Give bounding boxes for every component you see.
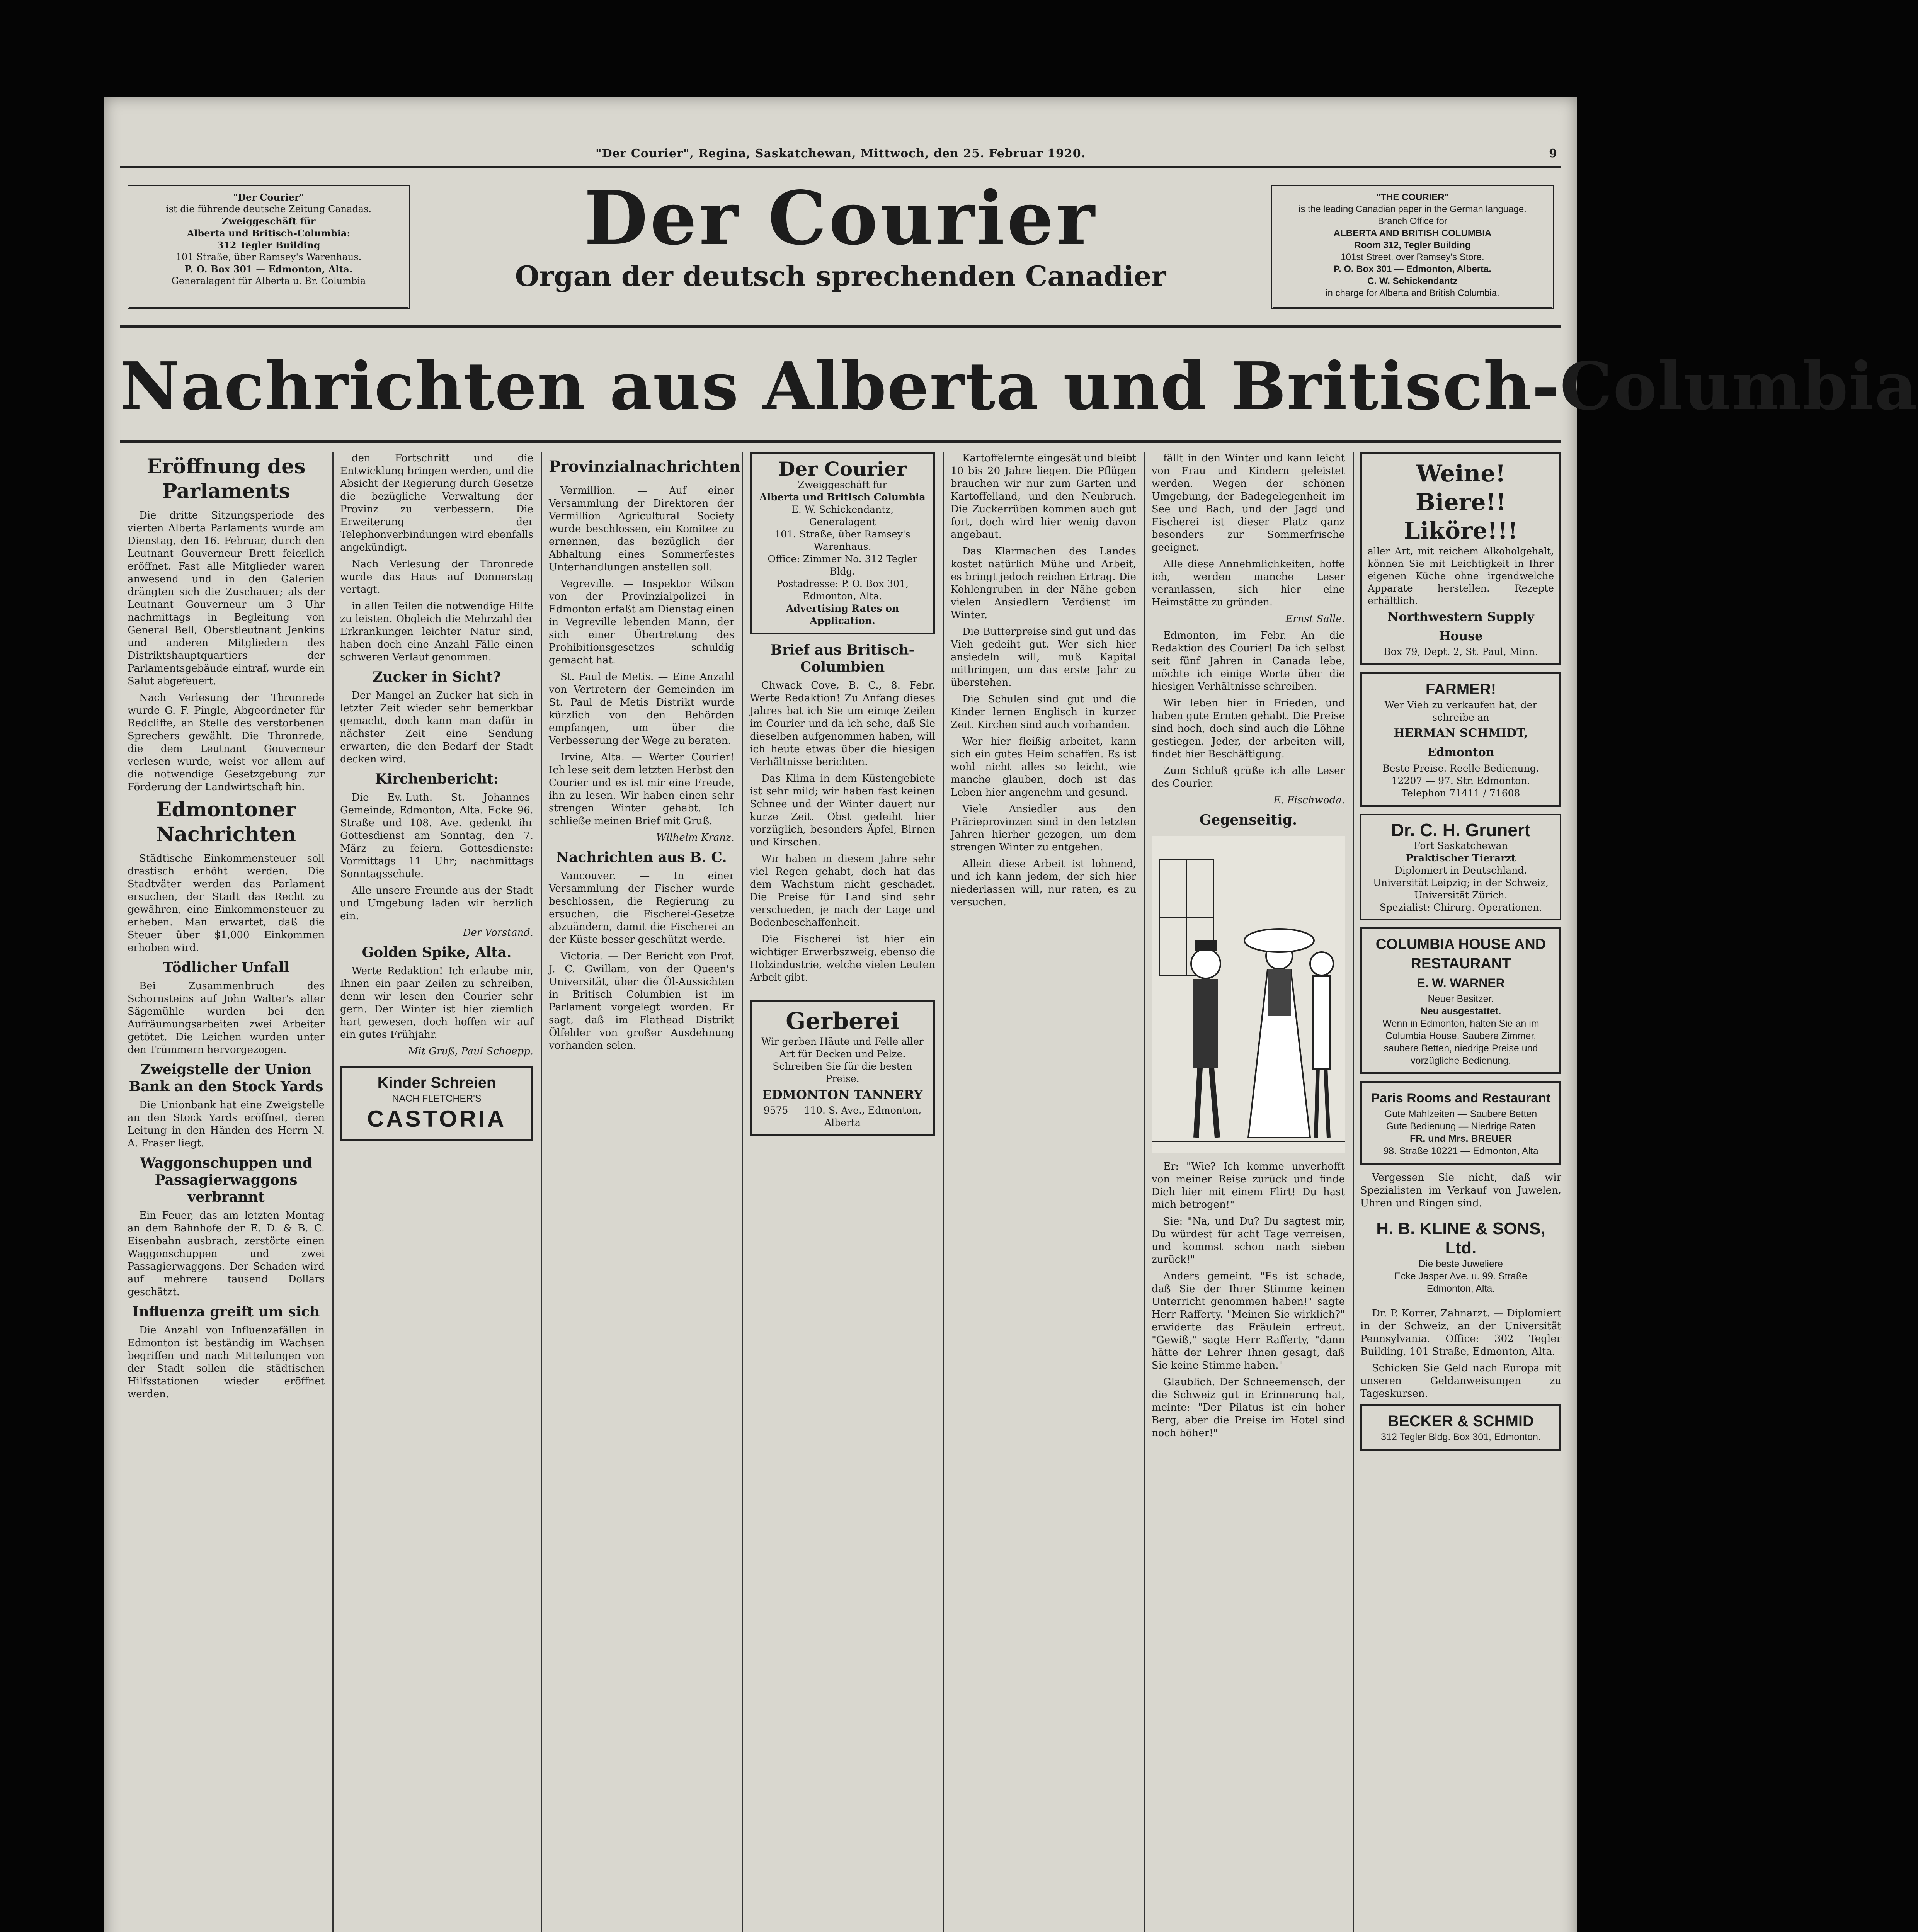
column-rule [541, 452, 542, 1932]
headline: Eröffnung des Parlaments [146, 455, 306, 503]
ad-line: 312 Tegler Bldg. Box 301, Edmonton. [1381, 1432, 1541, 1442]
ad-line: Kinder Schreien [377, 1074, 496, 1091]
paragraph: Edmonton, im Febr. An die Redaktion des Courier! Da ich selbst seit fünf Jahren in Canada lebe, möchte ich einige Worte über die hiesigen Verhältnisse schreiben. [1152, 630, 1345, 692]
paris-rooms-ad [1360, 1081, 1561, 1165]
ad-line: CASTORIA [367, 1106, 507, 1132]
column-rule [1144, 452, 1145, 1932]
headline: Edmontoner Nachrichten [156, 798, 296, 846]
right-ear-line: Branch Office for [1378, 216, 1447, 226]
left-ear-line: Alberta und Britisch-Columbia: [187, 228, 351, 239]
signature: Der Vorstand. [463, 927, 533, 939]
column-rule [943, 452, 944, 1932]
right-ear-line: P. O. Box 301 — Edmonton, Alberta. [1333, 264, 1492, 274]
left-ear-line: "Der Courier" [233, 192, 305, 203]
ad-line: Neuer Besitzer. [1428, 993, 1494, 1004]
right-ear-line: "THE COURIER" [1376, 192, 1449, 202]
paragraph: Zum Schluß grüße ich alle Leser des Courier. [1152, 765, 1345, 789]
ad-name: HERMAN SCHMIDT, Edmonton [1394, 726, 1528, 759]
ad-text: Wenn in Edmonton, halten Sie an im Columbia House. Saubere Zimmer, saubere Betten, niedrige Preise und vorzügliche Bedienung. [1382, 1018, 1539, 1066]
ad-line: Weine! [1416, 460, 1506, 487]
banner-rule [120, 440, 1561, 443]
paragraph: Der Mangel an Zucker hat sich in letzter Zeit wieder sehr bemerkbar gemacht, doch kann man dafür in nächster Zeit eine Sendung erwarten, die den Bedarf der Stadt decken wird. [340, 690, 533, 765]
paragraph: Schicken Sie Geld nach Europa mit unseren Geldanweisungen zu Tageskursen. [1360, 1362, 1561, 1400]
box-line: Office: Zimmer No. 312 Tegler Bldg. [768, 553, 917, 577]
ad-line: Box 79, Dept. 2, St. Paul, Minn. [1384, 646, 1538, 657]
right-ear-line: ALBERTA AND BRITISH COLUMBIA [1333, 228, 1492, 238]
paragraph: Viele Ansiedler aus den Prärieprovinzen sind in den letzten Jahren hierher gezogen, um dem strengen Winter zu entgehen. [951, 803, 1136, 853]
ad-line: Beste Preise. Reelle Bedienung. [1382, 763, 1539, 774]
farmer-ad [1360, 672, 1561, 807]
left-ear-line: P. O. Box 301 — Edmonton, Alta. [184, 264, 353, 275]
paragraph: Nach Verlesung der Thronrede wurde G. F. Pingle, Abgeordneter für Redcliffe, an Stelle des verstorbenen Sprechers gewählt. Die Thronrede, die dem Leutnant Gouverneur verlesen wurde, weist vor allem auf die notwendige Gesetzgebung zur Förderung der Landwirtschaft hin. [128, 692, 325, 793]
cartoon-caption: Sie: "Na, und Du? Du sagtest mir, Du würdest für acht Tage verreisen, und kommst schon nach sieben zurück!" [1152, 1216, 1345, 1265]
box-line: Zweiggeschäft für [798, 479, 887, 490]
paragraph: Alle unsere Freunde aus der Stadt und Umgebung laden wir herzlich ein. [340, 885, 533, 922]
headline: Provinzialnachrichten [549, 457, 740, 476]
ad-line: Die beste Juweliere [1418, 1259, 1503, 1269]
ad-name: FR. und Mrs. BREUER [1410, 1133, 1512, 1144]
paragraph: Vergessen Sie nicht, daß wir Spezialisten im Verkauf von Juwelen, Uhren und Ringen sind. [1360, 1172, 1561, 1209]
ad-title: H. B. KLINE & SONS, Ltd. [1376, 1219, 1545, 1257]
becker-schmid-ad [1360, 1404, 1561, 1451]
left-ear-box [128, 185, 410, 309]
subheadline: Influenza greift um sich [132, 1304, 320, 1320]
paragraph: Wer hier fleißig arbeitet, kann sich ein gutes Heim schaffen. Es ist wohl nicht alles so leicht, wie manche glauben, doch ist das Leben hier angenehm und gesund. [951, 736, 1136, 798]
ad-name: E. W. WARNER [1417, 976, 1505, 990]
paragraph: Glaublich. Der Schneemensch, der die Schweiz gut in Erinnerung hat, meinte: "Der Pilatus ist ein hoher Berg, aber die Preise im Hotel sind noch höher!" [1152, 1376, 1345, 1439]
subheadline: Waggonschuppen und Passagierwaggons verbrannt [140, 1155, 312, 1205]
column-1 [128, 452, 325, 1932]
columbia-house-ad [1360, 927, 1561, 1074]
paragraph: Bei Zusammenbruch des Schornsteins auf John Walter's alter Sägemühle wurden bei den Aufräumungsarbeiten zwei Arbeiter getötet. Die Leichen wurden unter den Trümmern hervorgezogen. [128, 980, 325, 1056]
ad-text: aller Art, mit reichem Alkoholgehalt, können Sie mit Leichtigkeit in Ihrer eigenen Küche ohne irgendwelche Apparate herstellen. Rezepte erhältlich. [1368, 546, 1554, 606]
paragraph: Vermillion. — Auf einer Versammlung der Direktoren der Vermillion Agricultural Society wurde beschlossen, ein Komitee zu ernennen, das bezüglich der Abhaltung eines Sommerfestes Unterhandlungen anstellen soll. [549, 485, 734, 573]
subheadline: Golden Spike, Alta. [362, 944, 512, 961]
courier-office-box [750, 452, 935, 634]
right-ear-line: in charge for Alberta and British Columbia. [1326, 288, 1499, 298]
paragraph: Die Fischerei ist hier ein wichtiger Erwerbszweig, ebenso die Holzindustrie, welche vielen Leuten Arbeit gibt. [750, 934, 935, 983]
left-ear-line: Zweiggeschäft für [221, 216, 316, 227]
running-head [120, 147, 1561, 162]
signature: Wilhelm Kranz. [656, 832, 734, 844]
right-ear-line: Room 312, Tegler Building [1354, 240, 1471, 250]
right-ear-line: 101st Street, over Ramsey's Store. [1341, 252, 1484, 262]
ad-line: Fort Saskatchewan [1414, 840, 1508, 851]
paragraph: Vegreville. — Inspektor Wilson von der Provinzialpolizei in Edmonton erfaßt am Dienstag einen in Vegreville lebenden Mann, der sich einer Übertretung des Prohibitionsgesetzes schuldig gemacht hat. [549, 578, 734, 666]
paragraph: Städtische Einkommensteuer soll drastisch erhöht werden. Die Stadtväter werden das Parlament ersuchen, der Stadt das Recht zu gewähren, eine Einkommensteuer zu erheben. Man erwartet, daß die Steuer über $1,000 Einkommen erhoben wird. [128, 853, 325, 954]
top-rule [120, 166, 1561, 168]
ad-name: EDMONTON TANNERY [762, 1087, 923, 1102]
masthead-rule [120, 325, 1561, 328]
left-ear-line: 312 Tegler Building [217, 240, 320, 251]
paragraph: Alle diese Annehmlichkeiten, hoffe ich, werden manche Leser veranlassen, sich hier eine Heimstätte zu gründen. [1152, 558, 1345, 608]
ad-line: Schreiben Sie für die besten Preise. [773, 1061, 912, 1084]
ad-line: Wir gerben Häute und Felle aller Art für Decken und Pelze. [761, 1036, 924, 1060]
grunert-ad [1360, 814, 1561, 920]
ad-name: Northwestern Supply House [1387, 609, 1534, 643]
ad-line: Neu ausgestattet. [1420, 1006, 1501, 1017]
newspaper-title: Der Courier [584, 175, 1097, 261]
paragraph: in allen Teilen die notwendige Hilfe zu leisten. Obgleich die Mehrzahl der Erkrankungen leichter Natur sind, haben doch eine Anzahl Fälle einen schweren Verlauf genommen. [340, 600, 533, 663]
paragraph: Dr. P. Korrer, Zahnarzt. — Diplomiert in der Schweiz, an der Universität Pennsylvania. Office: 302 Tegler Building, 101 Straße, Edmonton, Alta. [1360, 1308, 1561, 1357]
paragraph: Irvine, Alta. — Werter Courier! Ich lese seit dem letzten Herbst den Courier und es ist mir eine Freude, ihn zu lesen. Wir haben einen sehr strengen Winter gehabt. Ich schließe meinen Brief mit Gruß. [549, 752, 734, 827]
ad-line: Spezialist: Chirurg. Operationen. [1379, 902, 1542, 913]
column-2 [340, 452, 533, 1932]
box-line: Postadresse: P. O. Box 301, Edmonton, Alta. [776, 578, 909, 602]
left-ear-line: ist die führende deutsche Zeitung Canadas. [165, 204, 372, 214]
gerberei-ad [750, 1000, 935, 1136]
paragraph: Die Schulen sind gut und die Kinder lernen Englisch in kurzer Zeit. Kirchen sind auch vorhanden. [951, 694, 1136, 731]
column-5 [951, 452, 1136, 1932]
subheadline: Kirchenbericht: [375, 771, 499, 787]
column-3 [549, 452, 740, 1932]
ad-line: 12207 — 97. Str. Edmonton. [1391, 775, 1530, 786]
right-ear-box [1271, 185, 1554, 309]
signature: E. Fischwoda. [1273, 794, 1345, 806]
left-ear-line: Generalagent für Alberta u. Br. Columbia [171, 276, 366, 286]
ad-line: Diplomiert in Deutschland. Universität Leipzig; in der Schweiz, Universität Zürich. [1373, 865, 1549, 901]
ad-line: NACH FLETCHER'S [392, 1093, 482, 1104]
paragraph: Die dritte Sitzungsperiode des vierten Alberta Parlaments wurde am Dienstag, den 16. Februar, durch den Leutnant Gouverneur Brett feierlich eröffnet. Fast alle Mitglieder waren anwesend und in den Galerien drängten sich die Zuschauer; als der Leutnant Gouverneur um 3 Uhr nachmittags in Begleitung von General Bell, Oberstleutnant Jenkins und anderen Mitgliedern des Distriktshauptquartiers der Parlamentsgebäude eintraf, wurde ein Salut abgefeuert. [128, 510, 325, 687]
page-number: 9 [1549, 147, 1557, 160]
paragraph: Wir haben in diesem Jahre sehr viel Regen gehabt, doch hat das dem Wachstum nicht geschadet. Die Preise für Land sind sehr verschieden, je nach der Lage und Bodenbeschaffenheit. [750, 853, 935, 929]
box-line: Alberta und Britisch Columbia [759, 492, 926, 503]
subheadline: Zweigstelle der Union Bank an den Stock Yards [129, 1061, 323, 1095]
ad-title: Paris Rooms and Restaurant [1371, 1091, 1551, 1105]
paragraph: Die Butterpreise sind gut und das Vieh gedeiht gut. Wer sich hier ansiedeln will, muß Kapital mitbringen, um das erste Jahr zu überstehen. [951, 626, 1136, 689]
paragraph: Werte Redaktion! Ich erlaube mir, Ihnen ein paar Zeilen zu schreiben, denn wir lesen den Courier sehr gern. Der Winter ist hier ziemlich hart gewesen, doch hoffen wir auf ein gutes Frühjahr. [340, 965, 533, 1041]
section-banner: Nachrichten aus Alberta und Britisch-Columbia [120, 348, 1918, 425]
paragraph: Das Klarmachen des Landes kostet natürlich Mühe und Arbeit, es bringt jedoch reichen Ertrag. Die Kohlengruben in der Nähe geben vielen Ansiedlern Verdienst im Winter. [951, 546, 1136, 621]
newspaper-page [104, 97, 1918, 1932]
box-line: Advertising Rates on Application. [786, 603, 899, 626]
cartoon-caption: Er: "Wie? Ich komme unverhofft von meiner Reise zurück und finde Dich hier mit einem Flirt! Du hast mich betrogen!" [1152, 1161, 1345, 1211]
paragraph: fällt in den Winter und kann leicht von Frau und Kindern geleistet werden. Wegen der schönen Umgebung, der Badegelegenheit im See und Bach, und der Jagd und Fischerei ist dieser Platz ganz besonders zur Sommerfrische geeignet. [1152, 452, 1345, 553]
column-rule [1353, 452, 1354, 1932]
masthead [421, 175, 1260, 294]
ad-title: Gerberei [786, 1008, 899, 1035]
right-ear-line: C. W. Schickendantz [1367, 276, 1458, 286]
paragraph: Die Anzahl von Influenzafällen in Edmonton ist beständig im Wachsen begriffen und nach Mitteilungen von der Stadt sollen die städtischen Hilfsstationen wieder eröffnet werden. [128, 1325, 325, 1400]
box-line: 101. Straße, über Ramsey's Warenhaus. [774, 529, 910, 552]
paragraph: Victoria. — Der Bericht von Prof. J. C. Gwillam, von der Queen's Universität, über die Öl-Aussichten in Britisch Columbien ist im Parlament vorgelegt worden. Er sagt, daß im Flathead Distrikt Ölfelder von großer Ausdehnung vorhanden seien. [549, 951, 734, 1051]
ad-name: BECKER & SCHMID [1388, 1413, 1534, 1430]
ad-line: Telephon 71411 / 71608 [1401, 787, 1520, 799]
paragraph: Nach Verlesung der Thronrede wurde das Haus auf Donnerstag vertagt. [340, 558, 533, 595]
subheadline: Brief aus Britisch-Columbien [770, 642, 915, 675]
paragraph: Allein diese Arbeit ist lohnend, und ich kann jedem, der sich hier niederlassen will, nur raten, es zu versuchen. [951, 858, 1136, 908]
left-ear-line: 101 Straße, über Ramsey's Warenhaus. [175, 252, 362, 262]
ad-line: 98. Straße 10221 — Edmonton, Alta [1383, 1146, 1538, 1156]
cartoon-title: Gegenseitig. [1199, 812, 1297, 828]
right-ear-line: is the leading Canadian paper in the German language. [1299, 204, 1527, 214]
ad-line: Biere!! [1415, 489, 1506, 516]
ad-line: Gute Mahlzeiten — Saubere Betten [1384, 1109, 1537, 1119]
subheadline: Zucker in Sicht? [373, 669, 501, 685]
signature: Mit Gruß, Paul Schoepp. [408, 1046, 533, 1057]
column-4 [750, 452, 935, 1932]
paragraph: den Fortschritt und die Entwicklung bringen werden, und die Absicht der Regierung durch Gesetze die bezügliche Verwaltung der Provinz zu verbessern. Die Erweiterung der Telephonverbindungen wird ebenfalls angekündigt. [340, 452, 533, 553]
paragraph: Anders gemeint. "Es ist schade, daß Sie der Ihrer Stimme keinen Unterricht genommen haben!" sagte Herr Rafferty. "Meinen Sie wirklich?" erwiderte das Fräulein erfreut. "Gewiß," sagte Herr Rafferty, "dann hätte der Lehrer Ihnen gesagt, daß Sie keine Stimme haben." [1152, 1270, 1345, 1371]
ad-line: Liköre!!! [1404, 517, 1518, 544]
ad-title: Dr. C. H. Grunert [1391, 820, 1531, 840]
ad-line: Edmonton, Alta. [1426, 1283, 1495, 1294]
ad-line: 9575 — 110. S. Ave., Edmonton, Alberta [763, 1105, 922, 1128]
paragraph: Vancouver. — In einer Versammlung der Fischer wurde beschlossen, die Regierung zu ersuchen, die Fischerei-Gesetze abzuändern, damit die Fischerei an der Küste besser geschützt werde. [549, 870, 734, 946]
ad-line: Ecke Jasper Ave. u. 99. Straße [1394, 1271, 1528, 1282]
subheadline: Nachrichten aus B. C. [556, 849, 727, 866]
signature: Ernst Salle. [1285, 613, 1345, 625]
paragraph: Wir leben hier in Frieden, und haben gute Ernten gehabt. Die Preise sind hoch, doch sind auch die Löhne gestiegen. Jeder, der arbeiten will, findet hier Beschäftigung. [1152, 697, 1345, 760]
ad-title: FARMER! [1425, 681, 1496, 698]
weine-ad [1360, 452, 1561, 665]
paragraph: Chwack Cove, B. C., 8. Febr. Werte Redaktion! Zu Anfang dieses Jahres bat ich Sie um einige Zeilen im Courier und da ich sehe, daß Sie dieselben aufgenommen haben, will ich heute etwas über die hiesigen Verhältnisse berichten. [750, 680, 935, 768]
ad-line: Gute Bedienung — Niedrige Raten [1386, 1121, 1536, 1132]
paragraph: Die Ev.-Luth. St. Johannes-Gemeinde, Edmonton, Alta. Ecke 96. Straße und 108. Ave. gedenkt ihr Gottesdienst am Sonntag, den 7. März zu feiern. Gottesdienste: Vormittags 11 Uhr; nachmittags Sonntagsschule. [340, 792, 533, 880]
castoria-ad [340, 1066, 533, 1141]
cartoon-illustration [1152, 836, 1345, 1153]
newspaper-subtitle: Organ der deutsch sprechenden Canadier [515, 260, 1166, 293]
paragraph: Ein Feuer, das am letzten Montag an dem Bahnhofe der E. D. & B. C. Eisenbahn ausbrach, zerstörte einen Waggonschuppen und zwei Passagierwaggons. Der Schaden wird auf mehrere tausend Dollars geschätzt. [128, 1210, 325, 1298]
ad-line: Praktischer Tierarzt [1406, 852, 1516, 864]
box-title: Der Courier [778, 457, 907, 480]
paragraph: St. Paul de Metis. — Eine Anzahl von Vertretern der Gemeinden im St. Paul de Metis Distrikt wurde kürzlich von den Behörden empfangen, um über die Verbesserung der Wege zu beraten. [549, 671, 734, 747]
ad-line: Wer Vieh zu verkaufen hat, der schreibe an [1384, 699, 1537, 723]
column-rule [742, 452, 743, 1932]
box-line: E. W. Schickendantz, Generalagent [791, 504, 894, 527]
paragraph: Das Klima in dem Küstengebiete ist sehr mild; wir haben fast keinen Schnee und der Winter dauert nur kurze Zeit. Obst gedeiht hier vorzüglich, besonders Äpfel, Birnen und Kirschen. [750, 773, 935, 848]
column-rule [332, 452, 334, 1932]
subheadline: Tödlicher Unfall [163, 959, 289, 976]
kline-ad [1360, 1214, 1561, 1300]
running-head-text: "Der Courier", Regina, Saskatchewan, Mittwoch, den 25. Februar 1920. [595, 147, 1086, 160]
ad-title: COLUMBIA HOUSE AND RESTAURANT [1375, 936, 1546, 972]
column-7 [1360, 452, 1561, 1932]
paragraph: Die Unionbank hat eine Zweigstelle an den Stock Yards eröffnet, deren Leitung in den Händen des Herrn N. A. Fraser liegt. [128, 1099, 325, 1149]
column-6 [1152, 452, 1345, 1932]
paragraph: Kartoffelernte eingesät und bleibt 10 bis 20 Jahre liegen. Die Pflügen brauchen wir nur zum Garten und Kartoffelland, und den Neubruch. Die Zuckerrüben kommen auch gut fort, doch wird hier wenig davon angebaut. [951, 452, 1136, 541]
